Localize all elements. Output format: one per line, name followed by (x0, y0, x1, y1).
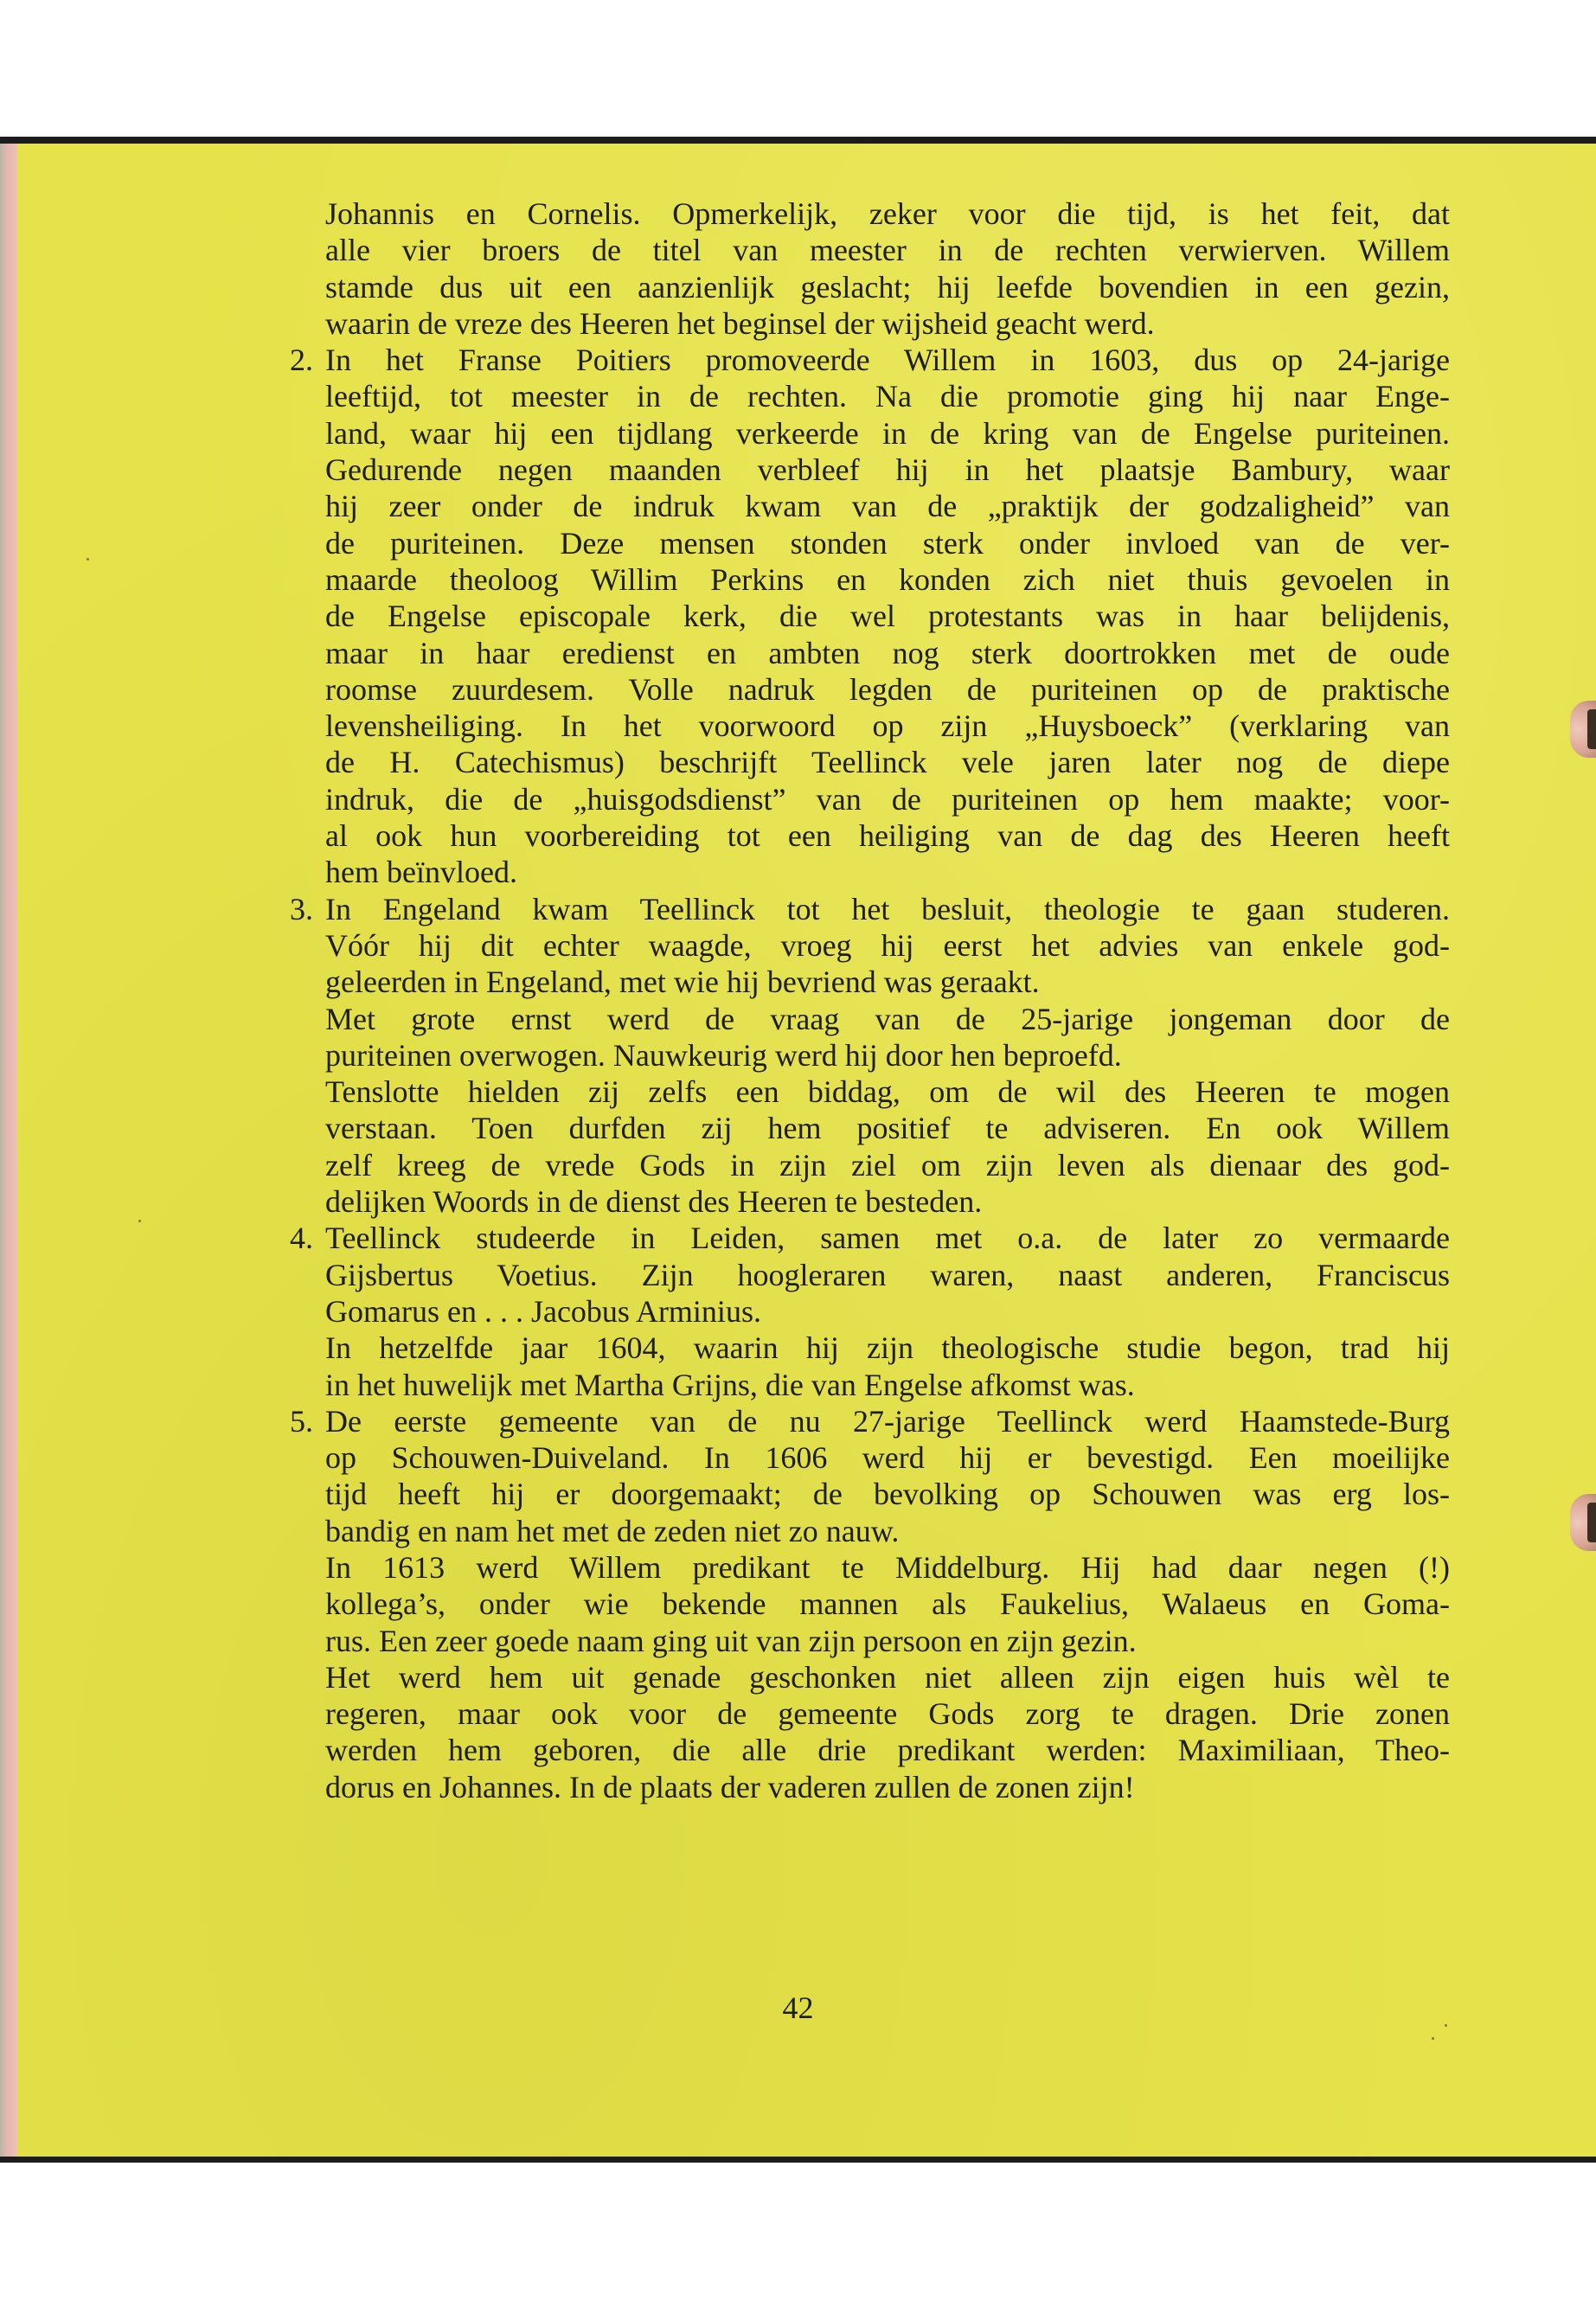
list-number: 4. (290, 1221, 313, 1256)
text-line: Gomarus en . . . Jacobus Arminius. (325, 1293, 761, 1329)
text-line: In 1613 werd Willem predikant te Middelburg. Hij had daar negen (!) (325, 1549, 1450, 1585)
text-line: alle vier broers de titel van meester in de rechten verwierven. Willem (325, 233, 1450, 268)
text-line: roomse zuurdesem. Volle nadruk legden de puriteinen op de praktische (325, 671, 1450, 707)
text-line: stamde dus uit een aanzienlijk geslacht; hij leefde bovendien in een gezin, (325, 269, 1450, 304)
scan-left-strip (0, 144, 17, 2157)
page-tab-shadow (1587, 709, 1596, 749)
list-item-2 (290, 342, 1450, 890)
text-line: de Engelse episcopale kerk, die wel protestants was in haar belijdenis, (325, 599, 1450, 634)
page-tab-marker (1570, 1494, 1596, 1551)
page-text (290, 195, 1450, 1805)
paper-speck (1445, 2024, 1447, 2027)
text-line: kollega’s, onder wie bekende mannen als Faukelius, Walaeus en Goma- (325, 1586, 1450, 1622)
text-line: hij zeer onder de indruk kwam van de „praktijk der godzaligheid” van (325, 489, 1450, 524)
text-line: op Schouwen-Duiveland. In 1606 werd hij er bevestigd. Een moeilijke (325, 1440, 1450, 1476)
page-tab-marker (1570, 701, 1596, 758)
text-line: regeren, maar ook voor de gemeente Gods zorg te dragen. Drie zonen (325, 1696, 1450, 1732)
text-line: tijd heeft hij er doorgemaakt; de bevolking op Schouwen was erg los- (325, 1477, 1450, 1512)
text-line: Vóór hij dit echter waagde, vroeg hij eerst het advies van enkele god- (325, 927, 1450, 963)
paper-speck (1432, 2037, 1434, 2040)
text-line: de H. Catechismus) beschrijft Teellinck vele jaren later nog de diepe (325, 745, 1450, 780)
text-line: Johannis en Cornelis. Opmerkelijk, zeker voor die tijd, is het feit, dat (325, 196, 1450, 231)
page-tab-shadow (1587, 1503, 1596, 1542)
text-line: rus. Een zeer goede naam ging uit van zijn persoon en zijn gezin. (325, 1623, 1137, 1658)
text-line: verstaan. Toen durfden zij hem positief te adviseren. En ook Willem (325, 1111, 1450, 1146)
text-line: Tenslotte hielden zij zelfs een biddag, om de wil des Heeren te mogen (325, 1074, 1450, 1110)
text-line: in het huwelijk met Martha Grijns, die van Engelse afkomst was. (325, 1367, 1135, 1402)
text-line: geleerden in Engeland, met wie hij bevriend was geraakt. (325, 965, 1040, 1000)
list-number: 3. (290, 891, 313, 926)
intro-paragraph (325, 195, 1450, 342)
text-line: In het Franse Poitiers promoveerde Willem in 1603, dus op 24-jarige (325, 343, 1450, 378)
text-line: In hetzelfde jaar 1604, waarin hij zijn theologische studie begon, trad hij (325, 1330, 1450, 1366)
text-line: De eerste gemeente van de nu 27-jarige Teellinck werd Haamstede-Burg (325, 1403, 1450, 1439)
list-item-5 (290, 1403, 1450, 1805)
text-line: Het werd hem uit genade geschonken niet alleen zijn eigen huis wèl te (325, 1659, 1450, 1695)
text-line: Gedurende negen maanden verbleef hij in het plaatsje Bambury, waar (325, 452, 1450, 488)
text-line: hem beïnvloed. (325, 855, 517, 890)
scan-bottom-edge (0, 2157, 1596, 2163)
text-line: de puriteinen. Deze mensen stonden sterk onder invloed van de ver- (325, 525, 1450, 561)
list-item-3 (290, 891, 1450, 1221)
text-line: levensheiliging. In het voorwoord op zijn „Huysboeck” (verklaring van (325, 708, 1450, 744)
text-line: zelf kreeg de vrede Gods in zijn ziel om zijn leven als dienaar des god- (325, 1147, 1450, 1183)
text-line: maar in haar eredienst en ambten nog sterk doortrokken met de oude (325, 635, 1450, 670)
list-number: 5. (290, 1403, 313, 1439)
list-item-4 (290, 1220, 1450, 1402)
paper-speck (138, 1220, 141, 1222)
text-line: bandig en nam het met de zeden niet zo nauw. (325, 1513, 900, 1548)
text-line: Teellinck studeerde in Leiden, samen met o.a. de later zo vermaarde (325, 1221, 1450, 1256)
text-line: Gijsbertus Voetius. Zijn hoogleraren waren, naast anderen, Franciscus (325, 1257, 1450, 1292)
text-line: waarin de vreze des Heeren het beginsel der wijsheid geacht werd. (325, 305, 1155, 341)
scan-top-edge (0, 137, 1596, 144)
text-line: Met grote ernst werd de vraag van de 25-jarige jongeman door de (325, 1001, 1450, 1036)
text-line: indruk, die de „huisgodsdienst” van de puriteinen op hem maakte; voor- (325, 781, 1450, 817)
text-line: werden hem geboren, die alle drie predikant werden: Maximiliaan, Theo- (325, 1733, 1450, 1768)
text-line: leeftijd, tot meester in de rechten. Na die promotie ging hij naar Enge- (325, 379, 1450, 414)
text-line: maarde theoloog Willim Perkins en konden zich niet thuis gevoelen in (325, 561, 1450, 597)
text-line: puriteinen overwogen. Nauwkeurig werd hij door hen beproefd. (325, 1037, 1122, 1073)
text-line: land, waar hij een tijdlang verkeerde in de kring van de Engelse puriteinen. (325, 415, 1450, 451)
page-number: 42 (782, 1990, 814, 2025)
paper-speck (87, 558, 89, 561)
text-line: delijken Woords in de dienst des Heeren te besteden. (325, 1184, 983, 1220)
text-line: In Engeland kwam Teellinck tot het besluit, theologie te gaan studeren. (325, 891, 1450, 926)
text-line: al ook hun voorbereiding tot een heiliging van de dag des Heeren heeft (325, 818, 1450, 854)
list-number: 2. (290, 343, 313, 378)
text-line: dorus en Johannes. In de plaats der vaderen zullen de zonen zijn! (325, 1769, 1135, 1804)
